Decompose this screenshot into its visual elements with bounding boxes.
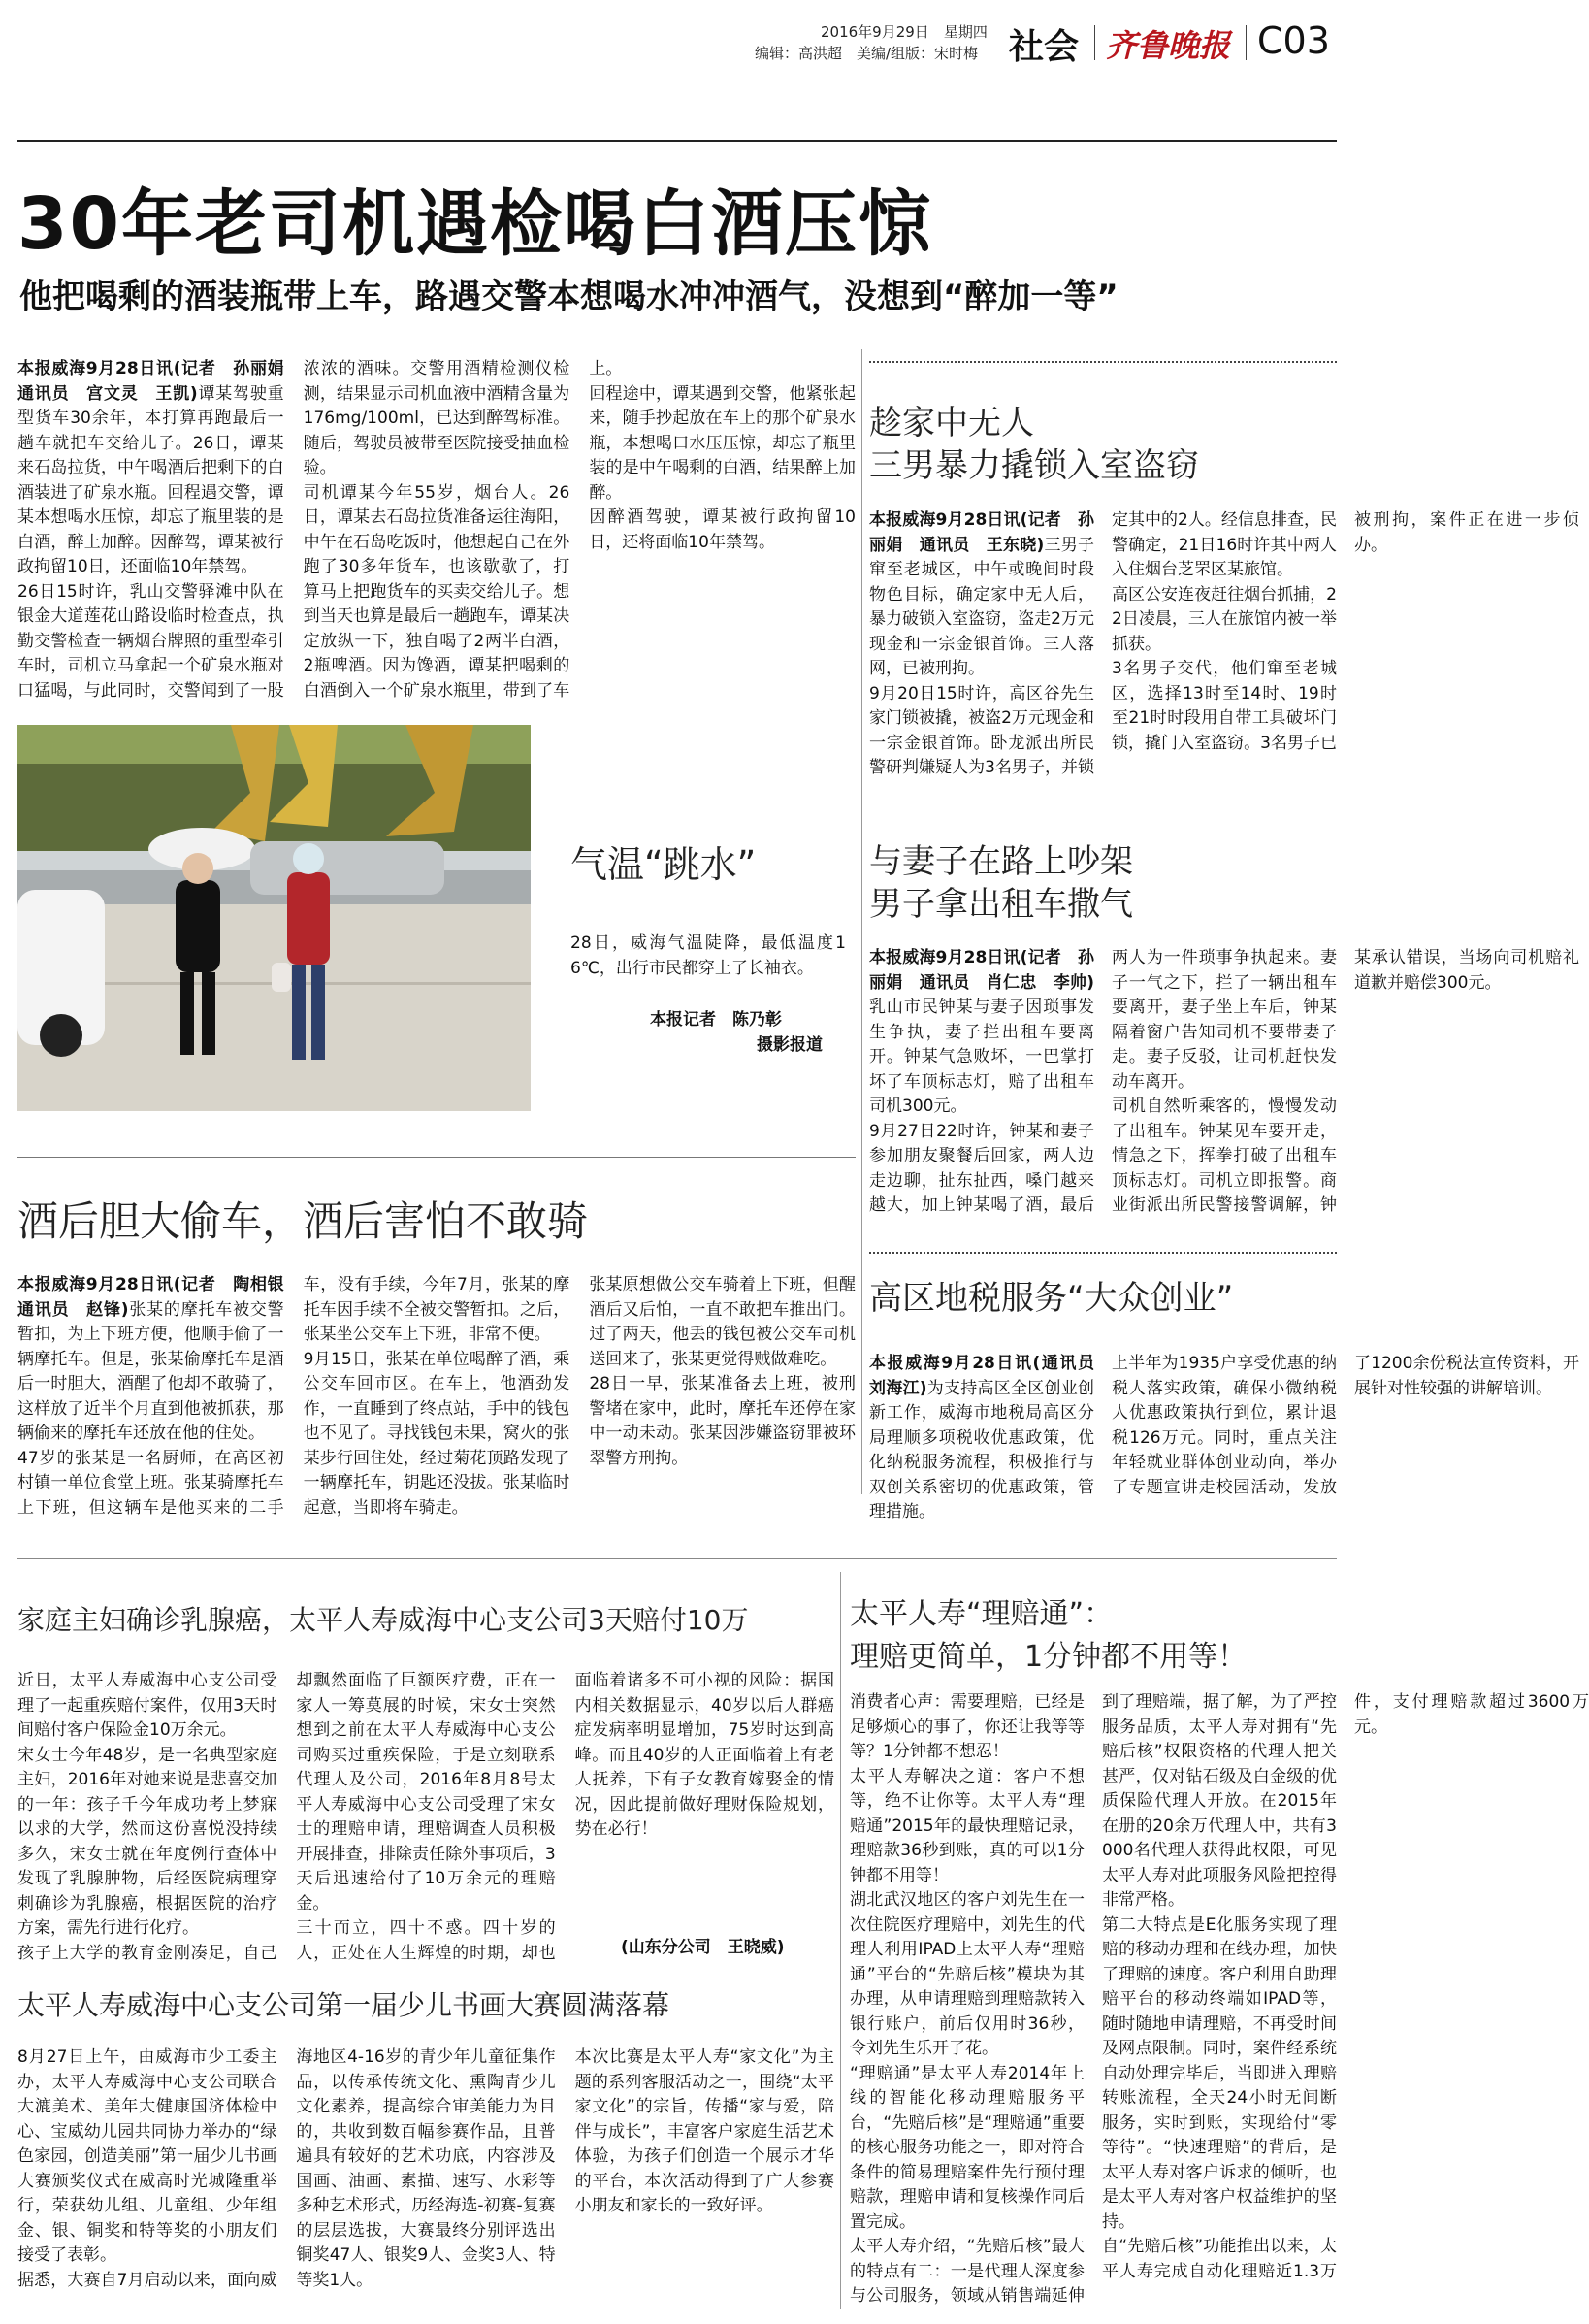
tax-title: 高区地税服务“大众创业” (869, 1279, 1234, 1318)
photo-caption: 28日，威海气温陡降，最低温度16℃，出行市民都穿上了长袖衣。 (570, 933, 846, 978)
claim-credit: (山东分公司 王晓威) (621, 1938, 785, 1957)
burglary-title-2: 三男暴力撬锁入室盗窃 (869, 446, 1199, 485)
story-divider (869, 361, 1337, 363)
claim-fast-story-text (850, 1690, 1589, 2311)
masthead-date: 2016年9月29日 星期四 (821, 23, 988, 41)
masthead-divider-2 (1246, 25, 1247, 60)
right-column-divider-1 (861, 349, 862, 1494)
photo-title: 气温“跳水” (570, 843, 757, 886)
subheadline: 他把喝剩的酒装瓶带上车，路遇交警本想喝水冲冲酒气，没想到“醉加一等” (19, 278, 1119, 316)
masthead-editors: 编辑：高洪超 美编/组版：宋时梅 (755, 45, 979, 62)
photo-credit-2: 摄影报道 (757, 1035, 823, 1055)
theft-story-text (17, 1273, 856, 1545)
main-story-paragraphs: 谭某驾驶重型货车30余年，本打算再跑最后一趟车就把车交给儿子。26日，谭某来石岛拉货，中午喝酒后把剩下的白酒装进了矿泉水瓶。回程遇交警，谭某本想喝水压惊，却忘了瓶里装的是白酒，醉上加醉。因醉驾，谭某被行政拘留10日，还面临10年禁驾。 26日15时许，乳山交警驿滩中队在银金大道莲花山路设临时检查点，执勤交警检查一辆烟台牌照的重型牵引车时，司机立马拿起一个矿泉水瓶对口猛喝，与此同时，交警闻到了一股浓浓的酒味。交警用酒精检测仪检测，结果显示司机血液中酒精含量为176mg/100ml，已达到醉驾标准。随后，驾驶员被带至医院接受抽血检验。 司机谭某今年55岁，烟台人。26日，谭某去石岛拉货准备运往海阳，中午在石岛吃饭时，他想起自己在外跑了30多年货车，也该歇歇了，打算马上把跑货车的买卖交给儿子。想到当天也算是最后一趟跑车，谭某决定放纵一下，独自喝了2两半白酒，2瓶啤酒。因为馋酒，谭某把喝剩的白酒倒入一个矿泉水瓶里，带到了车上。 回程途中，谭某遇到交警，他紧张起来，随手抄起放在车上的那个矿泉水瓶，本想喝口水压压惊，却忘了瓶里装的是中午喝剩的白酒，结果醉上加醉。 因醉酒驾驶，谭某被行政拘留10日，还将面临10年禁驾。 (17, 359, 856, 701)
quarrel-byline: 本报威海9月28日讯(记者 孙丽娟 通讯员 肖仁忠 李帅) (869, 948, 1094, 993)
advertorial-rule (17, 1558, 1337, 1559)
theft-title: 酒后胆大偷车，酒后害怕不敢骑 (17, 1197, 589, 1245)
main-story-body (17, 357, 856, 716)
theft-paragraphs: 张某的摩托车被交警暂扣，为上下班方便，他顺手偷了一辆摩托车。但是，张某偷摩托车是酒后一时胆大，酒醒了他却不敢骑了，这样放了近半个月直到他被抓获，那辆偷来的摩托车还放在他的住处。 47岁的张某是一名厨师，在高区初村镇一单位食堂上班。张某骑摩托车上下班，但这辆车是他买来的二手车，没有手续，今年7月，张某的摩托车因手续不全被交警暂扣。之后，张某坐公交车上下班，非常不便。 9月15日，张某在单位喝醉了酒，乘公交车回市区。在车上，他酒劲发作，一直睡到了终点站，手中的钱包也不见了。寻找钱包未果，窝火的张某步行回住处，经过菊花顶路发现了一辆摩托车，钥匙还没拔。张某临时起意，当即将车骑走。 张某原想做公交车骑着上下班，但醒酒后又后怕，一直不敢把车推出门。过了两天，他丢的钱包被公交车司机送回来了，张某更觉得贼做难吃。 28日一早，张某准备去上班，被刑警堵在家中，此时，摩托车还停在家中一动未动。张某因涉嫌盗窃罪被环翠警方刑拘。 (17, 1275, 856, 1518)
art-paragraphs: 8月27日上午，由威海市少工委主办，太平人寿威海中心支公司联合大漉美术、美年大健康国济体检中心、宝威幼儿园共同协力举办的“绿色家园，创造美丽”第一届少儿书画大赛颁奖仪式在威高时光城隆重举行，荣获幼儿组、儿童组、少年组金、银、铜奖和特等奖的小朋友们接受了表彰。 据悉，大赛自7月启动以来，面向威海地区4-16岁的青少年儿童征集作品，以传承传统文化、熏陶青少儿文化素养，提高综合审美能力为目的，共收到数百幅参赛作品，且普遍具有较好的艺术功底，内容涉及国画、油画、素描、速写、水彩等多种艺术形式，历经海选-初赛-复赛的层层选拔，大赛最终分别评选出铜奖47人、银奖9人、金奖3人、特等奖1人。 本次比赛是太平人寿“家文化”为主题的系列客服活动之一，围绕“太平家文化”的宗旨，传播“家与爱，陪伴与成长”，丰富客户家庭生活艺术体验，为孩子们创造一个展示才华的平台，本次活动得到了广大参赛小朋友和家长的一致好评。 (17, 2047, 834, 2290)
tax-paragraphs: 为支持高区全区创业创新工作，威海市地税局高区分局理顺多项税收优惠政策，优化纳税服务流程，积极推行与双创关系密切的优惠政策，管理措施。 上半年为1935户享受优惠的纳税人落实政策，确保小微纳税人优惠政策执行到位，累计退税126万元。同时，重点关注年轻就业群体创业动向，举办了专题宣讲走校园活动，发放了1200余份税法宣传资料，开展针对性较强的讲解培训。 (869, 1354, 1579, 1522)
street-photo (17, 725, 531, 1111)
art-story-text (17, 2046, 834, 2317)
burglary-paragraphs: 三男子窜至老城区，中午或晚间时段物色目标，确定家中无人后，暴力破锁入室盗窃，盗走2万元现金和一宗金银首饰。三人落网，已被刑拘。 9月20日15时许，高区谷先生家门锁被撬，被盗2万元现金和一宗金银首饰。卧龙派出所民警研判嫌疑人为3名男子，并锁定其中的2人。经信息排查，民警确定，21日16时许其中两人入住烟台芝罘区某旅馆。 高区公安连夜赶往烟台抓捕，22日凌晨，三人在旅馆内被一举抓获。 3名男子交代，他们窜至老城区，选择13时至14时、19时至21时时段用自带工具破坏门锁，撬门入室盗窃。3名男子已被刑拘，案件正在进一步侦办。 (869, 510, 1579, 777)
headline: 30年老司机遇检喝白酒压惊 (17, 182, 932, 266)
tax-story-text (869, 1352, 1579, 1546)
quarrel-title-2: 男子拿出租车撒气 (869, 885, 1133, 924)
section-rule (17, 1157, 856, 1158)
burglary-byline: 本报威海9月28日讯(记者 孙丽娟 通讯员 王东晓) (869, 510, 1094, 555)
masthead-rule (17, 140, 1337, 142)
claim-fast-paragraphs: 消费者心声：需要理赔，已经是足够烦心的事了，你还让我等等等？1分钟都不想忍！ 太平人寿解决之道：客户不想等，绝不让你等。太平人寿“理赔通”2015年的最快理赔记录，理赔款36秒到账，真的可以1分钟都不用等！ 湖北武汉地区的客户刘先生在一次住院医疗理赔中，刘先生的代理人利用IPAD上太平人寿“理赔通”平台的“先赔后核”模块为其办理，从申请理赔到理赔款转入银行账户，前后仅用时36秒，令刘先生乐开了花。 “理赔通”是太平人寿2014年上线的智能化移动理赔服务平台，“先赔后核”是“理赔通”重要的核心服务功能之一，即对符合条件的简易理赔案件先行预付理赔款，理赔申请和复核操作同后置完成。 太平人寿介绍，“先赔后核”最大的特点有二：一是代理人深度参与公司服务，领域从销售端延伸到了理赔端，据了解，为了严控服务品质，太平人寿对拥有“先赔后核”权限资格的代理人把关甚严，仅对钻石级及白金级的优质保险代理人开放。在2015年在册的20余万代理人中，共有3000名代理人获得此权限，可见太平人寿对此项服务风险把控得非常严格。 第二大特点是E化服务实现了理赔的移动办理和在线办理，加快了理赔的速度。客户利用自助理赔平台的移动终端如IPAD等，随时随地申请理赔，不再受时间及网点限制。同时，案件经系统自动处理完毕后，当即进入理赔转账流程，全天24小时无间断服务，实时到账，实现给付“零等待”。“快速理赔”的背后，是太平人寿对客户诉求的倾听，也是太平人寿对客户权益维护的坚持。 自“先赔后核”功能推出以来，太平人寿完成自动化理赔近1.3万件，支付理赔款超过3600万元。 (850, 1692, 1589, 2306)
burglary-title-1: 趁家中无人 (869, 404, 1034, 442)
ad-divider (840, 1572, 841, 2309)
claim-fast-title-1: 太平人寿“理赔通”： (850, 1597, 1114, 1631)
story-divider-2 (869, 1252, 1337, 1254)
section-name: 社会 (1009, 27, 1080, 67)
burglary-story-text (869, 508, 1579, 800)
brand-logo: 齐鲁晚报 (1106, 27, 1231, 64)
quarrel-paragraphs: 乳山市民钟某与妻子因琐事发生争执，妻子拦出租车要离开。钟某气急败坏，一巴掌打坏了车顶标志灯，赔了出租车司机300元。 9月27日22时许，钟某和妻子参加朋友聚餐后回家，两人边走边聊，扯东扯西，嗓门越来越大，加上钟某喝了酒，最后两人为一件琐事争执起来。妻子一气之下，拦了一辆出租车要离开，妻子坐上车后，钟某隔着窗户告知司机不要带妻子走。妻子反驳，让司机赶快发动车离开。 司机自然听乘客的，慢慢发动了出租车。钟某见车要开走，情急之下，挥拳打破了出租车顶标志灯。司机立即报警。商业街派出所民警接警调解，钟某承认错误，当场向司机赔礼道歉并赔偿300元。 (869, 948, 1579, 1215)
claim-fast-title-2: 理赔更简单，1分钟都不用等！ (850, 1640, 1248, 1674)
masthead-divider (1094, 25, 1095, 60)
quarrel-title-1: 与妻子在路上吵架 (869, 842, 1133, 881)
claim-title: 家庭主妇确诊乳腺癌，太平人寿威海中心支公司3天赔付10万 (17, 1604, 749, 1636)
main-story-byline: 本报威海9月28日讯(记者 孙丽娟 通讯员 宫文灵 王凯) (17, 359, 301, 404)
street-photo-illustration (17, 725, 531, 1111)
page-number: C03 (1257, 19, 1330, 62)
tax-byline: 本报威海9月28日讯(通讯员 刘海江) (869, 1354, 1111, 1398)
art-title: 太平人寿威海中心支公司第一届少儿书画大赛圆满落幕 (17, 1989, 670, 2021)
main-story-text (17, 357, 856, 716)
quarrel-story-text (869, 946, 1579, 1242)
theft-byline: 本报威海9月28日讯(记者 陶相银 通讯员 赵锋) (17, 1275, 301, 1320)
photo-credit: 本报记者 陈乃彰 (650, 1010, 782, 1030)
claim-paragraphs: 近日，太平人寿威海中心支公司受理了一起重疾赔付案件，仅用3天时间赔付客户保险金10万余元。 宋女士今年48岁，是一名典型家庭主妇，2016年对她来说是悲喜交加的一年：孩子千今年成功考上梦寐以求的大学，然而这份喜悦没持续多久，宋女士就在年度例行查体中发现了乳腺肿物，后经医院病理穿刺确诊为乳腺癌，根据医院的治疗方案，需先行进行化疗。 孩子上大学的教育金刚凑足，自己却飘然面临了巨额医疗费，正在一家人一筹莫展的时候，宋女士突然想到之前在太平人寿威海中心支公司购买过重疾保险，于是立刻联系代理人及公司，2016年8月8号太平人寿威海中心支公司受理了宋女士的理赔申请，理赔调查人员积极开展排查，排除责任除外事项后，3天后迅速给付了10万余元的理赔金。 三十而立，四十不惑。四十岁的人，正处在人生辉煌的时期，却也面临着诸多不可小视的风险：据国内相关数据显示，40岁以后人群癌症发病率明显增加，75岁时达到高峰。而且40岁的人正面临着上有老人抚养，下有子女教育嫁娶金的情况，因此提前做好理财保险规划，势在必行！ (17, 1671, 834, 1963)
